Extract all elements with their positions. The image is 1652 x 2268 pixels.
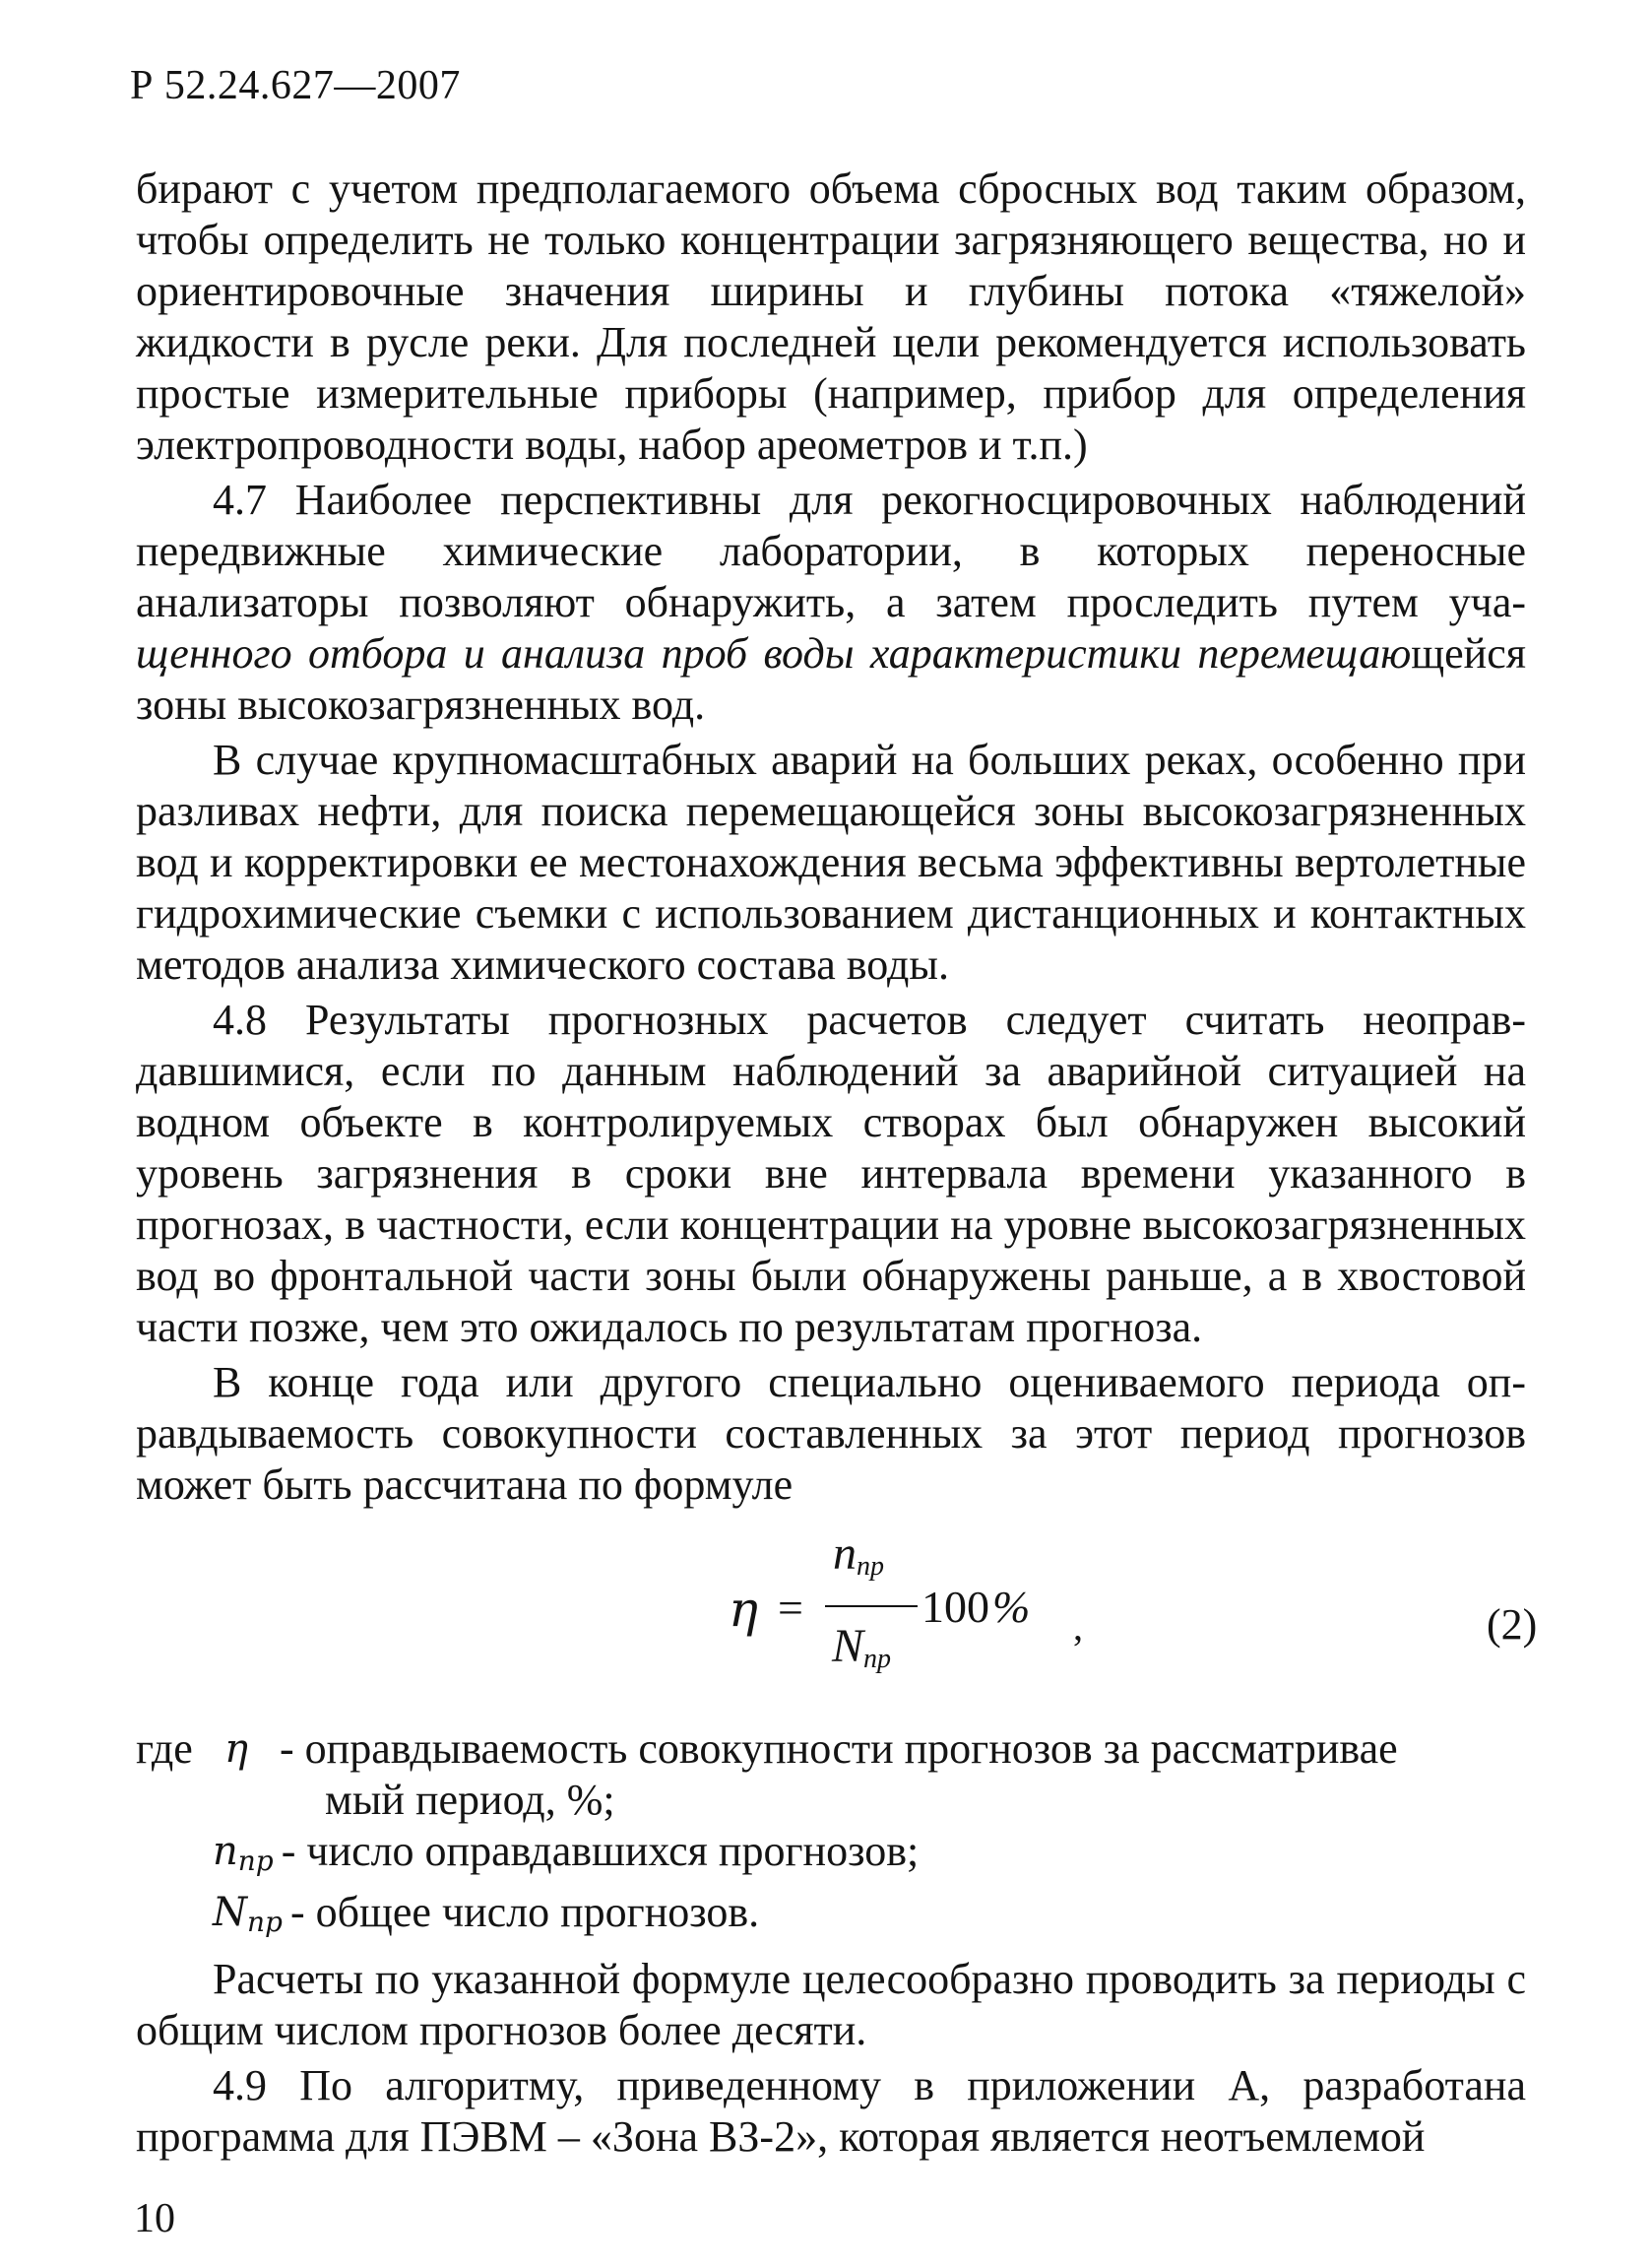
- definition-symbol: [213, 1887, 283, 1948]
- definition-symbol: [213, 1826, 274, 1887]
- definition-eta: [136, 1723, 1526, 1775]
- paragraph-continuation: бирают с учетом предполагаемого объема сбросных вод таким образом, чтобы определить не только концентрации загрязняющего вещества, но и ориентировочные значения ширины и глубины потока «тяжелой» жидкости в русле реки. Для последней цели рекомендуется использовать простые измерительные приборы (например, прибор для определения электропроводности воды, набор ареометров и т.п.): [136, 164, 1526, 469]
- formula-percent: %: [992, 1582, 1031, 1632]
- paragraph-large-accidents: В случае крупномасштабных аварий на больших реках, особенно при разливах нефти, для поиска перемещающейся зоны высокозагрязненных вод и корректировки ее местонахождения весьма эффективны вертолетные гидрохимические съемки с использованием дистанционных и контактных методов анализа химического состава воды.: [136, 736, 1526, 989]
- formula-factor: 100: [921, 1582, 989, 1632]
- definition-where-label: где: [136, 1724, 193, 1773]
- definition-symbol: η: [224, 1726, 248, 1772]
- formula-eta: η: [729, 1581, 758, 1638]
- paragraph-4-8: 4.8 Результаты прогнозных расчетов следует считать неоправдавшимися, если по данным наблюдений за аварийной ситуацией на водном объекте в контролируемых створах был обнаружен высокий уровень загрязнения в сроки вне интервала времени указанного в прогнозах, в частности, если концентрации на уровне высокозагрязненных вод во фронтальной части зоны были обнаружены раньше, а в хвостовой части позже, чем это ожидалось по результатам прогноза.: [136, 996, 1526, 1351]
- numerator-variable: n: [833, 1527, 857, 1580]
- numerator-subscript: пр: [857, 1551, 884, 1582]
- definition-text: - оправдываемость совокупности прогнозов за рассматривае: [280, 1724, 1398, 1773]
- paragraph-4-7-italic-text: щенного отбора и анализа проб воды характеристики перемещаю: [136, 629, 1412, 678]
- paragraph-calc-period: Расчеты по указанной формуле целесообразно проводить за периоды с общим числом прогнозов более десяти.: [136, 1955, 1526, 2054]
- definition-symbol-var: N: [213, 1890, 247, 1935]
- document-code: Р 52.24.627—2007: [130, 63, 461, 108]
- definition-symbol-var: n: [213, 1829, 238, 1874]
- definition-text: - число оправдавшихся прогнозов;: [281, 1827, 920, 1875]
- fraction-bar: [825, 1605, 918, 1607]
- paragraph-4-7-text: 4.7 Наиболее перспективны для рекогносцировочных наблюдений передвижные химические лаборатории, в которых переносные анализаторы позволяют обнаружить, а затем проследить путем уча: [136, 476, 1526, 626]
- formula-denominator: [832, 1621, 891, 1685]
- definition-eta-continuation: мый период, %;: [325, 1776, 615, 1824]
- page-number: 10: [134, 2196, 175, 2241]
- document-body: [136, 163, 1538, 2167]
- definition-text: - общее число прогнозов.: [289, 1888, 760, 1936]
- denominator-variable: N: [832, 1620, 864, 1672]
- formula-equals: =: [778, 1583, 803, 1633]
- formula-number: (2): [1487, 1600, 1538, 1649]
- definition-symbol-sub: пр: [237, 1845, 274, 1877]
- definition-symbol-sub: пр: [247, 1906, 283, 1938]
- formula-comma: ,: [1073, 1604, 1083, 1649]
- formula-definitions: [136, 1723, 1526, 1948]
- formula-numerator: [833, 1528, 884, 1592]
- denominator-subscript: пр: [863, 1644, 892, 1674]
- paragraph-4-9: 4.9 По алгоритму, приведенному в приложении А, разработана программа для ПЭВМ – «Зона ВЗ-2», которая является неотъемлемой: [136, 2061, 1526, 2161]
- definition-n: [136, 1826, 1526, 1887]
- formula-expression: [581, 1528, 1093, 1696]
- paragraph-4-7: [136, 475, 1526, 731]
- formula-2: [136, 1527, 1538, 1696]
- paragraph-year-end: В конце года или другого специально оцениваемого периода оправдываемость совокупности составленных за этот период прогнозов может быть рассчитана по формуле: [136, 1358, 1526, 1509]
- paragraph-4-7-tail: щейся зоны высокозагрязненных вод.: [136, 629, 1526, 729]
- definition-N: [136, 1887, 1526, 1948]
